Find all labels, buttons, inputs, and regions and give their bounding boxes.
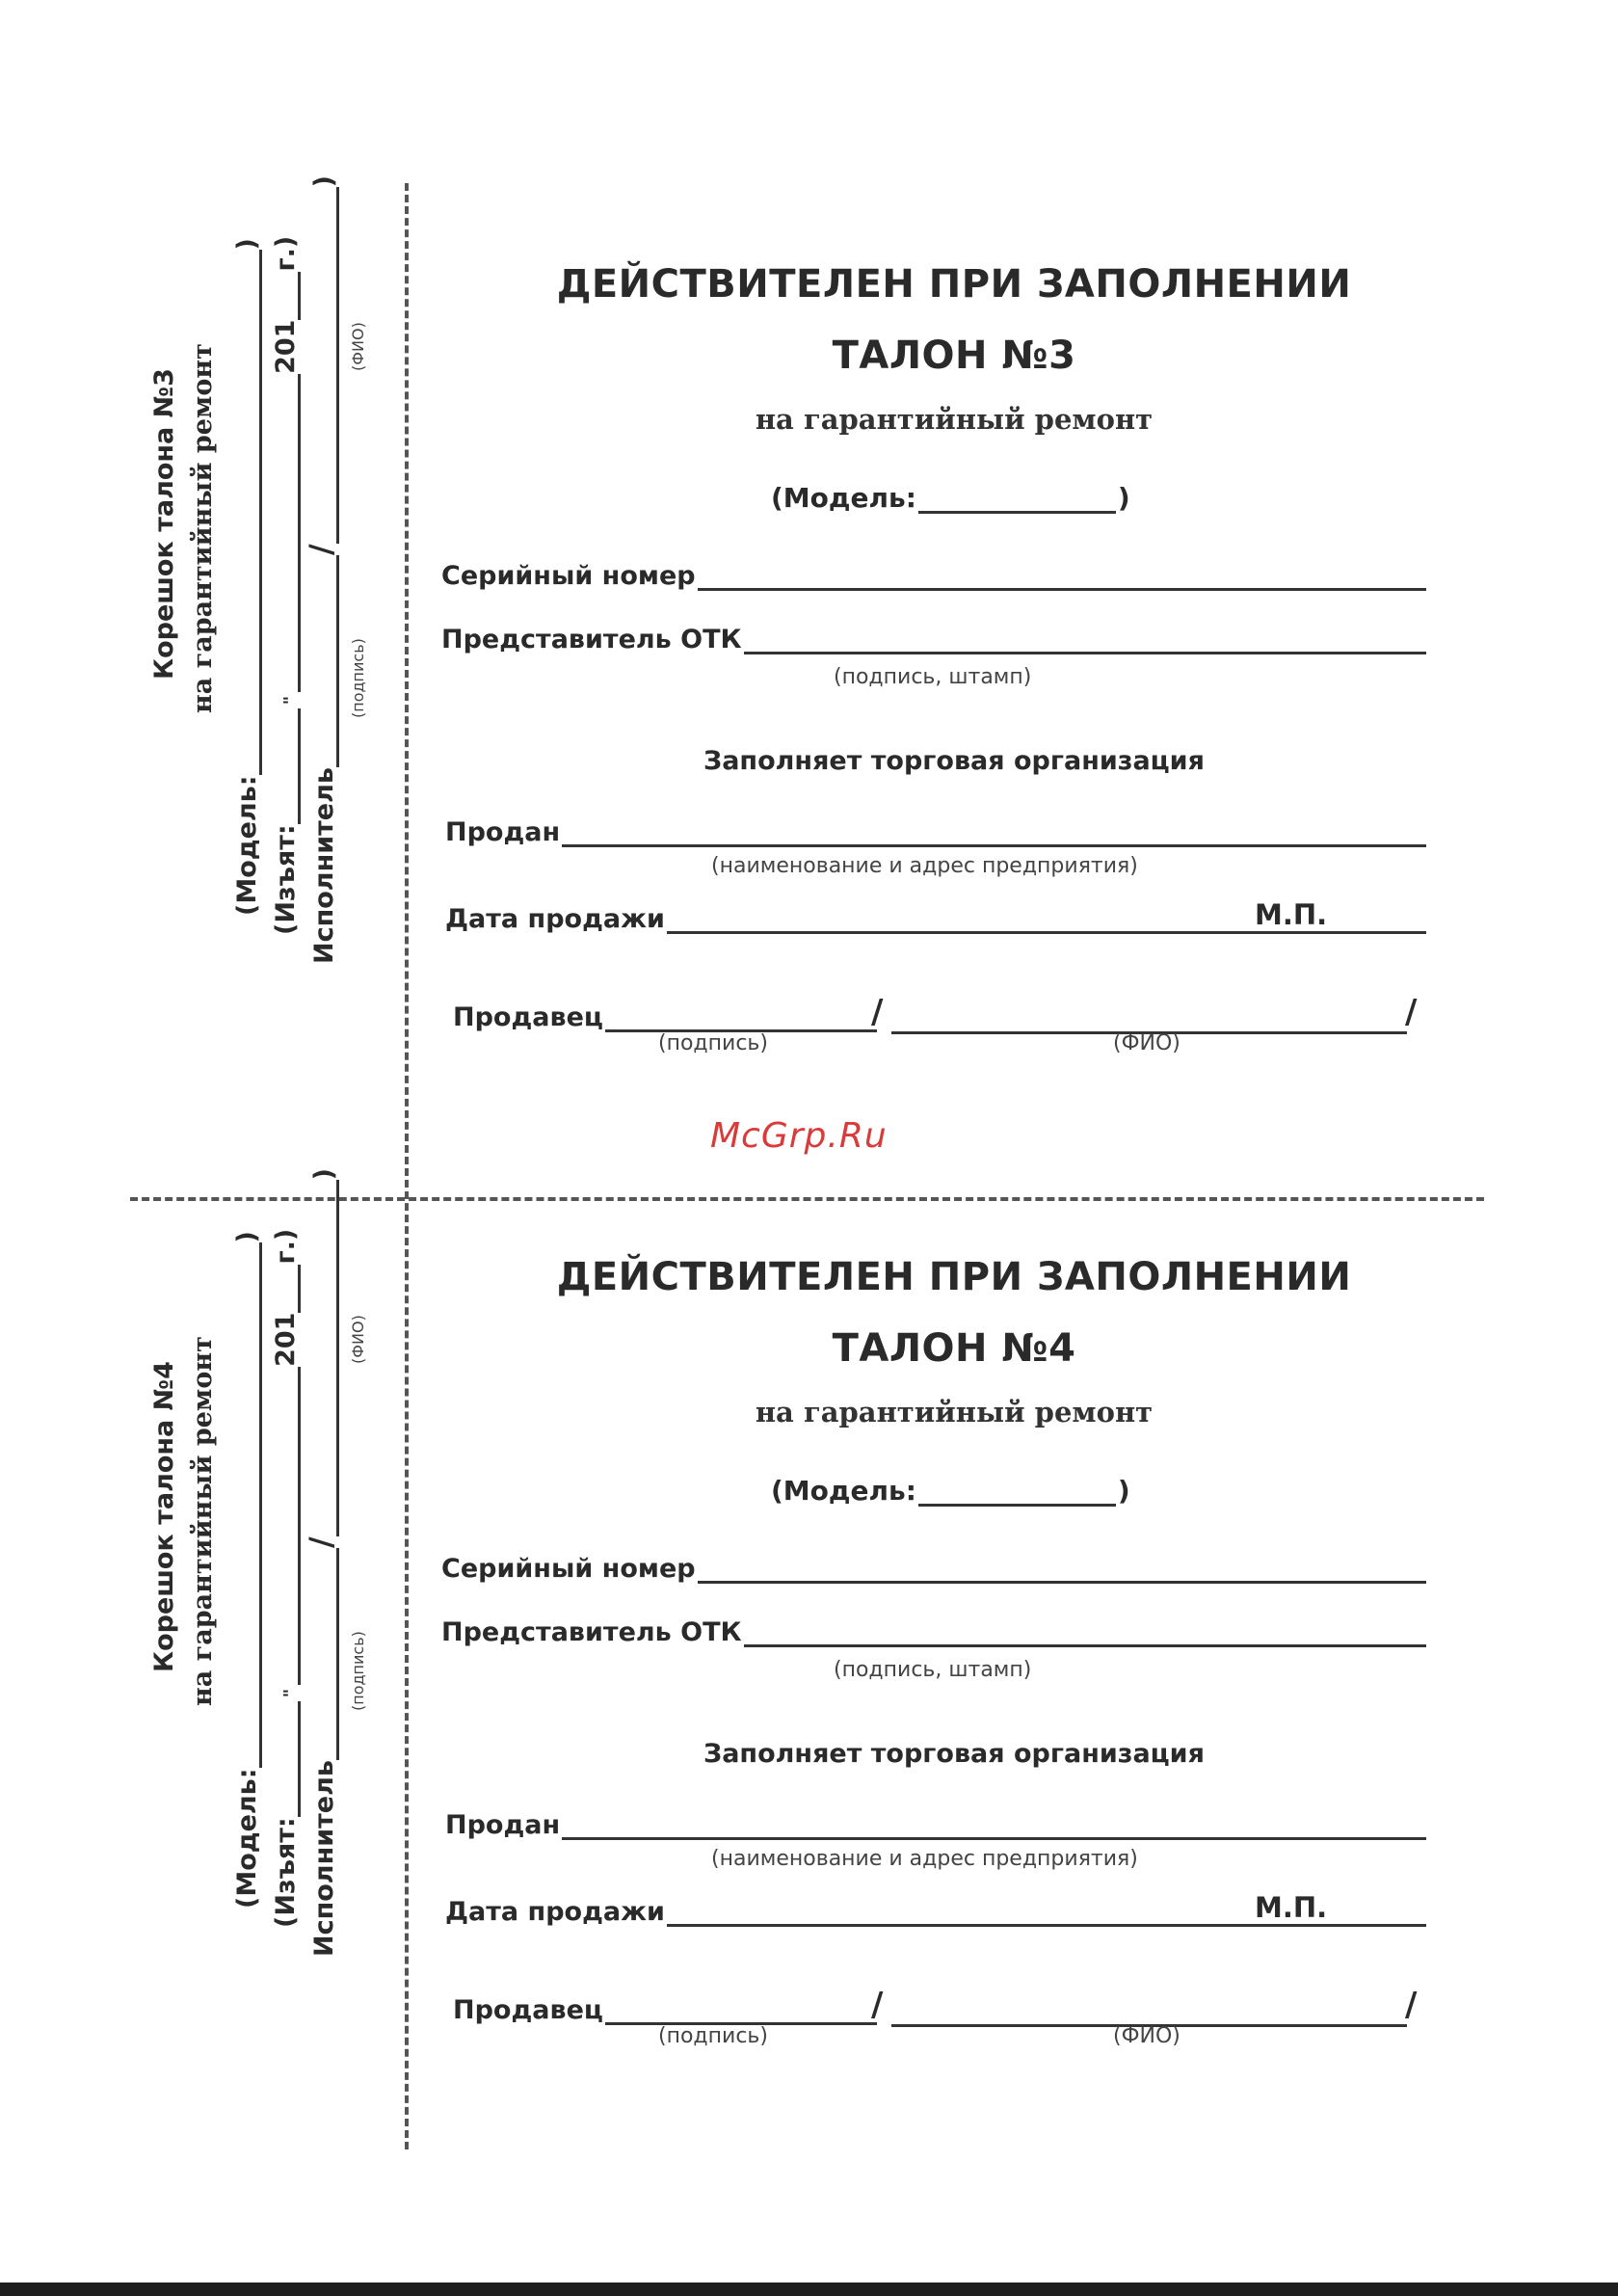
stub-taken-line[interactable]: (Изъят: " 201 г.) bbox=[271, 235, 301, 935]
stub-subtitle: на гарантийный ремонт bbox=[188, 1336, 218, 1706]
stub-month-blank[interactable] bbox=[273, 374, 301, 692]
stub-executor-line[interactable]: Исполнитель / ) bbox=[303, 1168, 339, 1957]
seller-end-separator: / bbox=[1405, 993, 1418, 1031]
otk-hint: (подпись, штамп) bbox=[834, 1658, 1032, 1682]
serial-number-field[interactable]: Серийный номер bbox=[441, 1554, 1426, 1584]
sale-date-field[interactable]: Дата продажи bbox=[445, 1897, 1426, 1927]
model-field[interactable]: (Модель: ) bbox=[771, 1475, 1130, 1507]
talon-number: ТАЛОН №3 bbox=[832, 334, 1076, 378]
model-field[interactable]: (Модель: ) bbox=[771, 482, 1130, 514]
stub-name-blank[interactable] bbox=[311, 187, 339, 544]
stub-day-blank[interactable] bbox=[273, 708, 301, 824]
coupon-subtitle: на гарантийный ремонт bbox=[755, 403, 1154, 436]
seller-end-separator: / bbox=[1405, 1986, 1418, 2024]
otk-hint: (подпись, штамп) bbox=[834, 665, 1032, 689]
trade-organization-section: Заполняет торговая организация bbox=[703, 746, 1205, 776]
stamp-place-label: М.П. bbox=[1251, 1891, 1331, 1924]
stub-title: Корешок талона №3 bbox=[149, 368, 179, 680]
talon-number: ТАЛОН №4 bbox=[832, 1326, 1076, 1371]
stub-model-blank[interactable] bbox=[234, 250, 262, 775]
sold-field[interactable]: Продан bbox=[445, 817, 1426, 847]
seller-separator: / bbox=[871, 993, 884, 1031]
serial-number-field[interactable]: Серийный номер bbox=[441, 561, 1426, 591]
seller-name-hint: (ФИО) bbox=[1113, 1031, 1180, 1055]
sold-hint: (наименование и адрес предприятия) bbox=[711, 854, 1138, 878]
watermark: McGrp.Ru bbox=[710, 1116, 888, 1156]
stub-title: Корешок талона №4 bbox=[149, 1361, 179, 1672]
coupon-subtitle: на гарантийный ремонт bbox=[755, 1396, 1154, 1428]
seller-sign-field[interactable]: Продавец bbox=[453, 1002, 877, 1032]
coupon-stub bbox=[145, 125, 376, 974]
coupon-stub bbox=[145, 1118, 376, 1966]
validity-title: ДЕЙСТВИТЕЛЕН ПРИ ЗАПОЛНЕНИИ bbox=[556, 1255, 1352, 1299]
stub-sign-hint: (подпись) bbox=[349, 1631, 367, 1711]
stub-subtitle: на гарантийный ремонт bbox=[188, 343, 218, 713]
stub-month-blank[interactable] bbox=[273, 1367, 301, 1685]
stub-executor-line[interactable]: Исполнитель / ) bbox=[303, 175, 339, 964]
stub-day-blank[interactable] bbox=[273, 1701, 301, 1817]
warranty-coupon bbox=[0, 0, 1618, 1055]
seller-sign-field[interactable]: Продавец bbox=[453, 1995, 877, 2025]
bottom-border bbox=[0, 2283, 1618, 2296]
stub-year-blank[interactable] bbox=[273, 1265, 301, 1313]
seller-name-hint: (ФИО) bbox=[1113, 2024, 1180, 2048]
stub-sign-blank[interactable] bbox=[311, 1548, 339, 1760]
seller-sign-hint: (подпись) bbox=[658, 2024, 768, 2048]
trade-organization-section: Заполняет торговая организация bbox=[703, 1739, 1205, 1769]
stub-year-blank[interactable] bbox=[273, 272, 301, 320]
stub-sign-hint: (подпись) bbox=[349, 638, 367, 718]
stub-model-blank[interactable] bbox=[234, 1242, 262, 1768]
stamp-place-label: М.П. bbox=[1251, 898, 1331, 931]
stub-name-hint: (ФИО) bbox=[349, 1315, 367, 1364]
stub-sign-blank[interactable] bbox=[311, 555, 339, 767]
sold-field[interactable]: Продан bbox=[445, 1810, 1426, 1840]
otk-representative-field[interactable]: Представитель ОТК bbox=[441, 1617, 1426, 1647]
stub-model-line[interactable]: (Модель: ) bbox=[232, 1231, 262, 1909]
sold-hint: (наименование и адрес предприятия) bbox=[711, 1847, 1138, 1871]
model-blank[interactable] bbox=[918, 1475, 1116, 1507]
validity-title: ДЕЙСТВИТЕЛЕН ПРИ ЗАПОЛНЕНИИ bbox=[556, 262, 1352, 307]
sale-date-field[interactable]: Дата продажи bbox=[445, 904, 1426, 934]
stub-name-hint: (ФИО) bbox=[349, 322, 367, 371]
stub-taken-line[interactable]: (Изъят: " 201 г.) bbox=[271, 1228, 301, 1928]
seller-sign-hint: (подпись) bbox=[658, 1031, 768, 1055]
model-blank[interactable] bbox=[918, 482, 1116, 514]
stub-model-line[interactable]: (Модель: ) bbox=[232, 238, 262, 916]
seller-separator: / bbox=[871, 1986, 884, 2024]
otk-representative-field[interactable]: Представитель ОТК bbox=[441, 625, 1426, 654]
stub-name-blank[interactable] bbox=[311, 1180, 339, 1536]
